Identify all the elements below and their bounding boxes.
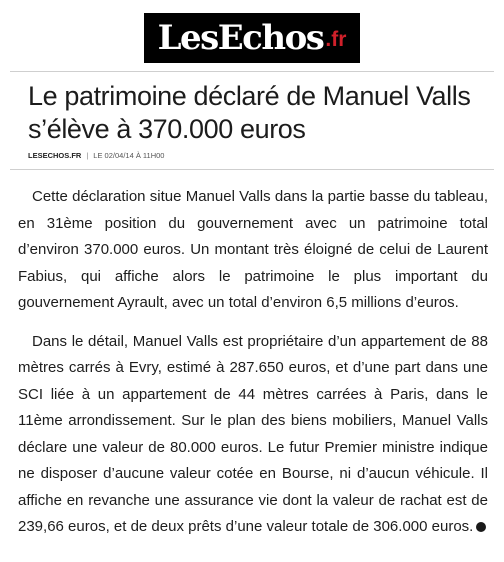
masthead: [0, 0, 504, 70]
meta-divider: [10, 169, 494, 170]
article-body: [18, 184, 488, 553]
article-source[interactable]: LESECHOS.FR: [28, 151, 82, 160]
les-echos-logo[interactable]: [144, 13, 360, 63]
article-paragraph: Cette déclaration situe Manuel Valls dans la partie basse du tableau, en 31ème position du gouvernement avec un patrimoine total d’environ 370.000 euros. Un montant très éloigné de celui de Laurent Fabius, qui affiche alors le patrimoine le plus important du gouvernement Ayrault, avec un total d’environ 6,5 millions d’euros.: [18, 188, 488, 311]
article-paragraph-text: Dans le détail, Manuel Valls est propriétaire d’un appartement de 88 mètres carrés à Evry, estimé à 287.650 euros, et d’une part dans une SCI liée à un appartement de 44 mètres carrées à Paris, dans le 11ème arrondissement. Sur le plan des biens mobiliers, Manuel Valls déclare une valeur de 80.000 euros. Le futur Premier ministre indique ne disposer d’aucune valeur cotée en Bourse, ni d’aucun véhicule. Il affiche en revanche une assurance vie dont la valeur de rachat est de 239,66 euros, et de deux prêts d’une valeur totale de 306.000 euros.: [18, 332, 488, 535]
top-divider: [10, 71, 494, 72]
meta-separator: |: [86, 151, 89, 160]
article-paragraph: [18, 329, 488, 541]
logo-tld: .fr: [325, 28, 347, 51]
article-date: LE 02/04/14 À 11H00: [93, 151, 165, 160]
article-title: Le patrimoine déclaré de Manuel Valls s’élève à 370.000 euros: [28, 81, 471, 144]
end-of-article-dot-icon: [476, 522, 486, 532]
article-meta: [28, 151, 164, 160]
logo-name: LesEchos: [157, 18, 324, 58]
